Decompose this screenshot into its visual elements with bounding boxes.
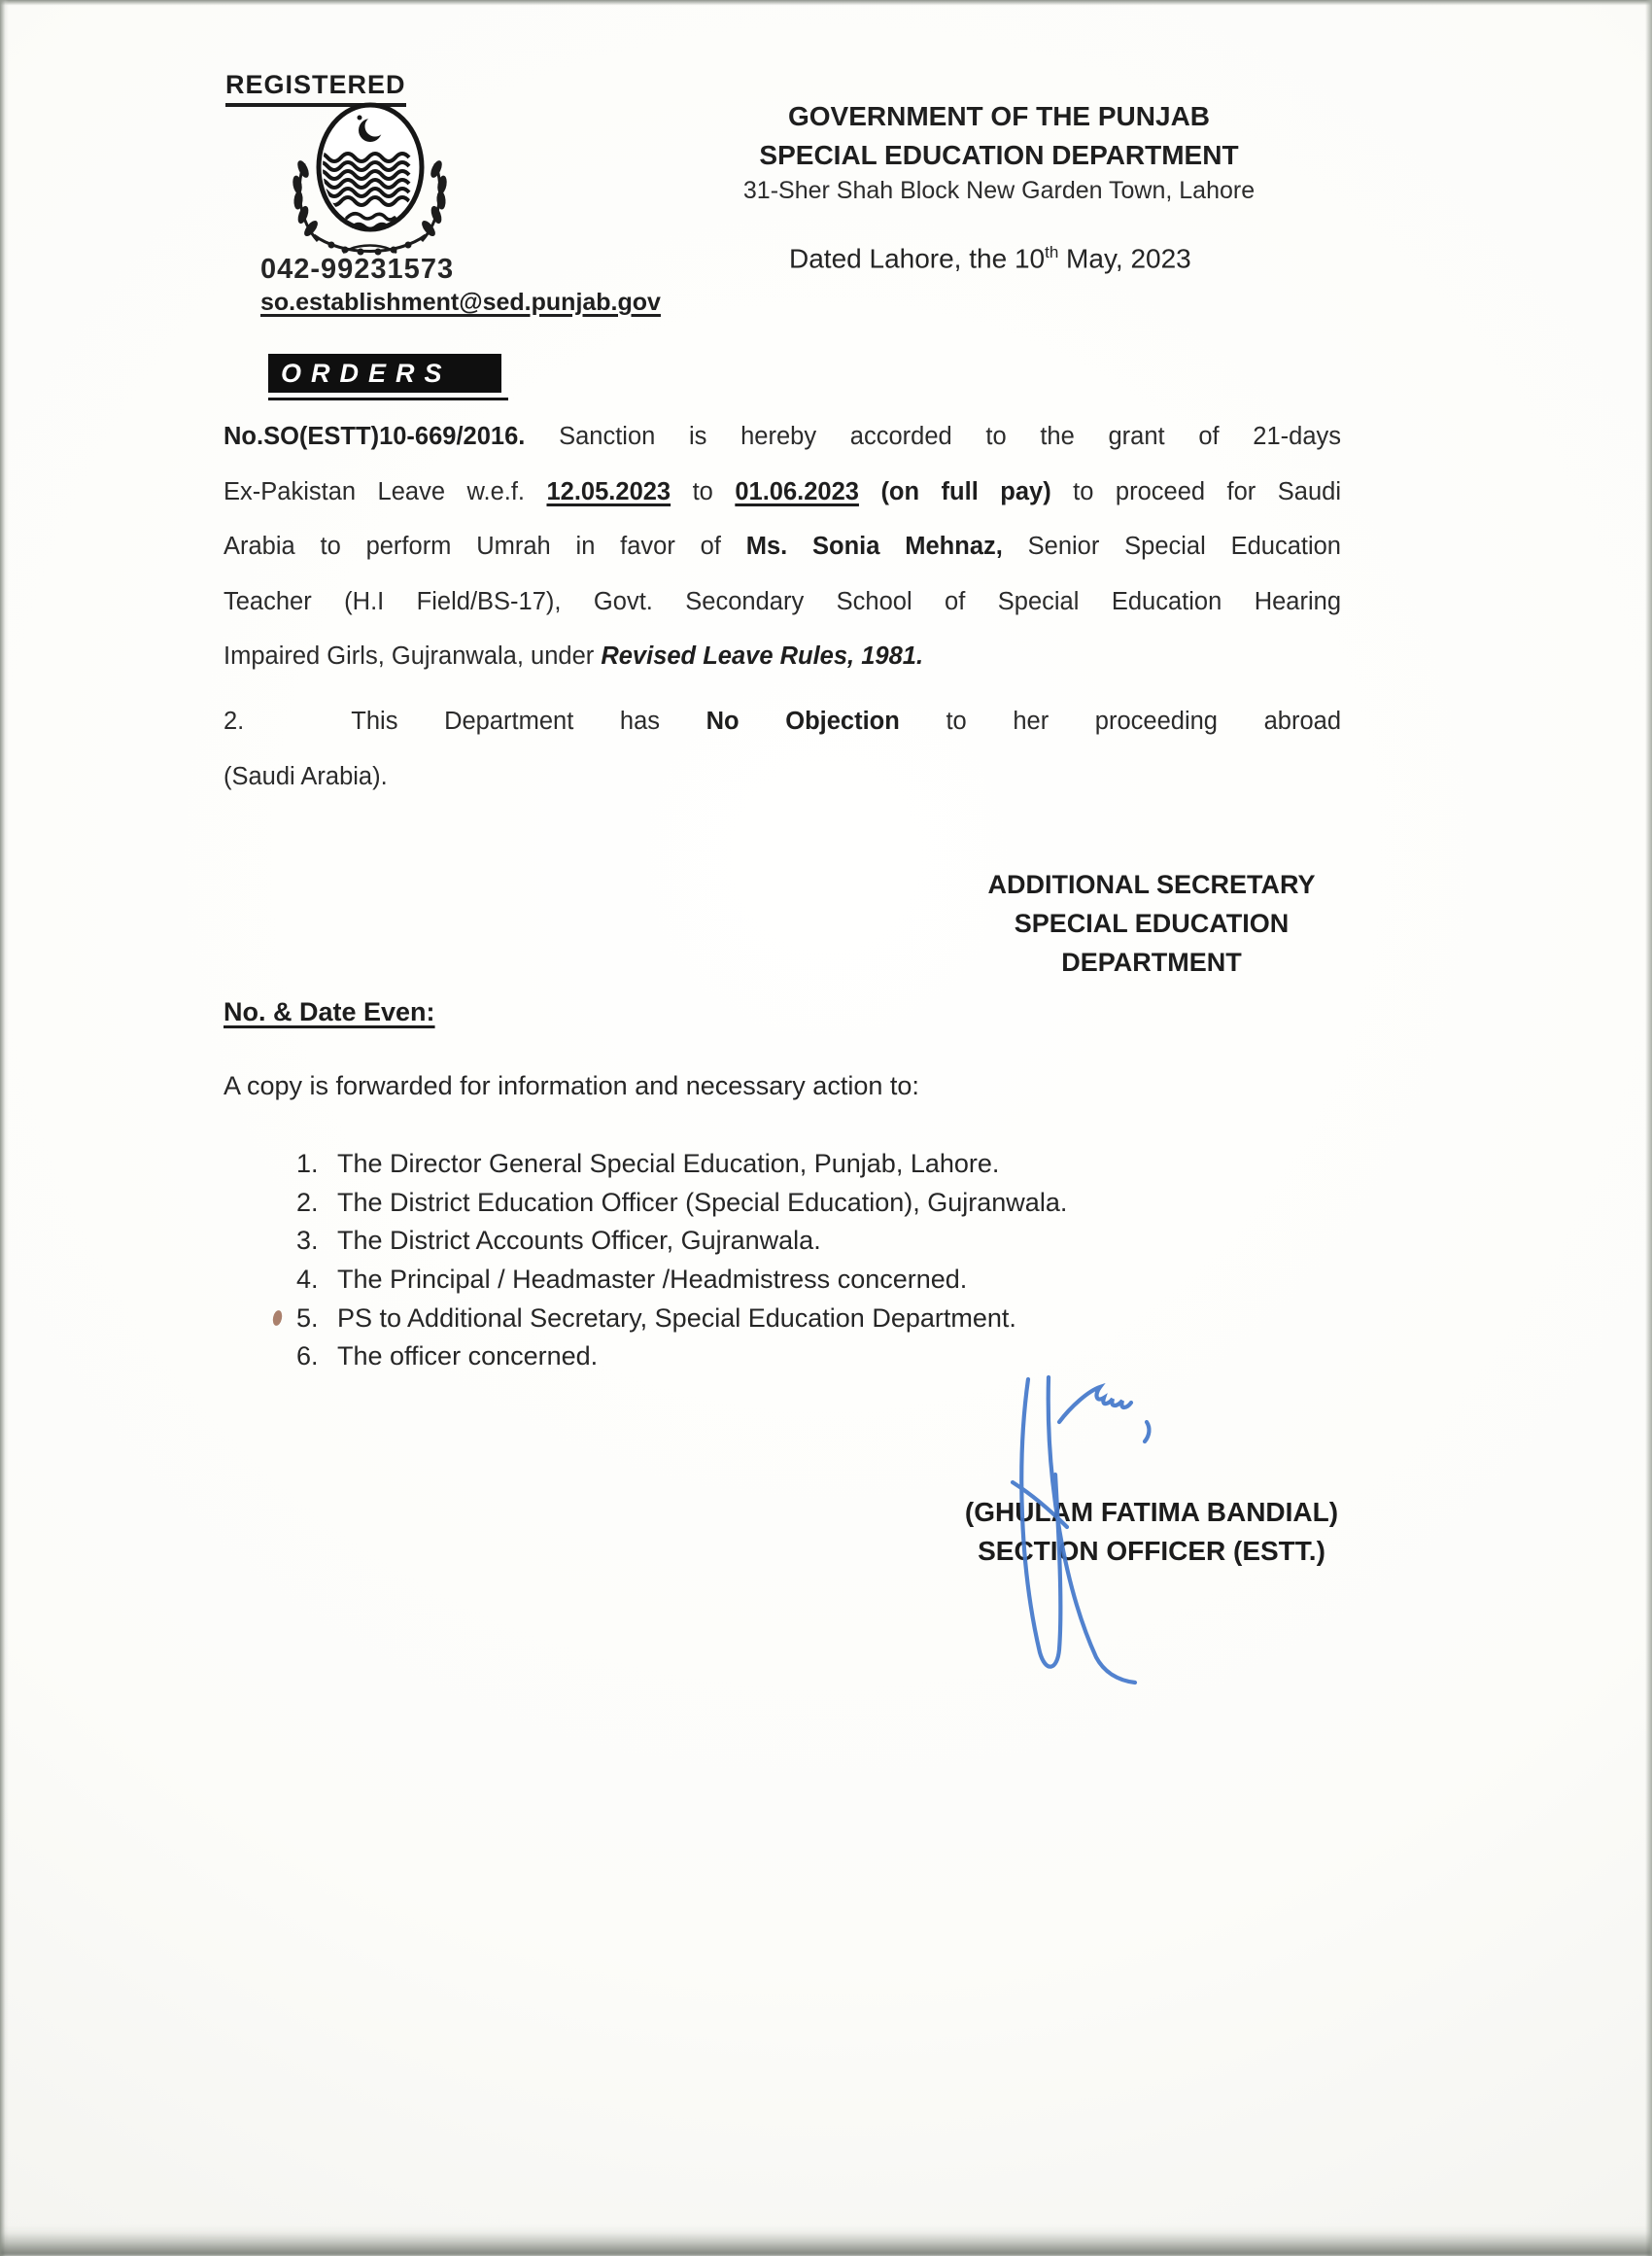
para1-line5: Impaired Girls, Gujranwala, under Revised Leave Rules, 1981. xyxy=(224,642,924,670)
designation-line3: DEPARTMENT xyxy=(1061,948,1242,977)
date-prefix: Dated Lahore, the 10 xyxy=(789,243,1046,274)
list-item-text: The Principal / Headmaster /Headmistress concerned. xyxy=(337,1265,968,1295)
list-item xyxy=(296,1337,1067,1376)
government-title: GOVERNMENT OF THE PUNJAB xyxy=(787,101,1211,131)
list-item-text: The District Accounts Officer, Gujranwala. xyxy=(337,1226,821,1256)
department-address: 31-Sher Shah Block New Garden Town, Lahore xyxy=(742,177,1256,204)
cc-list xyxy=(296,1145,1067,1376)
punjab-crest-logo xyxy=(285,97,455,262)
list-item-number: 2. xyxy=(296,1187,319,1217)
para2-line1: 2. This Department has No Objection to her proceeding abroad xyxy=(224,708,1341,735)
scan-edge-top xyxy=(0,0,1652,6)
list-item xyxy=(296,1261,1067,1300)
list-item-number: 5. xyxy=(296,1302,319,1333)
list-item-number: 6. xyxy=(296,1341,319,1371)
para1-line2: Ex-Pakistan Leave w.e.f. 12.05.2023 to 01.06.2023 (on full pay) to proceed for Saudi xyxy=(224,477,1341,505)
list-item-text: PS to Additional Secretary, Special Education Department. xyxy=(337,1302,1016,1333)
signatory-name: (GHULAM FATIMA BANDIAL) xyxy=(964,1497,1339,1527)
date-line xyxy=(789,243,1191,274)
scan-edge-left xyxy=(0,0,9,2256)
signatory-designation xyxy=(987,865,1315,982)
scan-edge-right xyxy=(1645,0,1652,2256)
department-header xyxy=(743,97,1255,207)
designation-line1: ADDITIONAL SECRETARY xyxy=(987,870,1316,899)
para1-line1: No.SO(ESTT)10-669/2016. Sanction is hereby accorded to the grant of 21-days xyxy=(224,423,1341,450)
order-paragraph-1 xyxy=(224,409,1341,684)
orders-underline xyxy=(268,398,508,400)
list-item xyxy=(296,1222,1067,1261)
para1-line4: Teacher (H.I Field/BS-17), Govt. Secondary School of Special Education Hearing xyxy=(224,587,1341,615)
signatory-title: SECTION OFFICER (ESTT.) xyxy=(978,1536,1325,1566)
orders-label: ORDERS xyxy=(281,359,452,388)
list-item-number: 1. xyxy=(296,1149,319,1179)
list-item-text: The District Education Officer (Special Education), Gujranwala. xyxy=(337,1187,1068,1217)
department-title: SPECIAL EDUCATION DEPARTMENT xyxy=(759,140,1239,170)
no-date-even-label: No. & Date Even: xyxy=(224,997,435,1026)
para2-line2: (Saudi Arabia). xyxy=(224,762,388,790)
list-item xyxy=(296,1299,1067,1337)
ink-speck xyxy=(271,1309,283,1327)
para2-number: 2. xyxy=(224,708,245,735)
cc-intro: A copy is forwarded for information and necessary action to: xyxy=(224,1071,919,1100)
email-address: so.establishment@sed.punjab.gov xyxy=(260,289,661,316)
registered-text: REGISTERED xyxy=(225,70,406,107)
list-item-text: The officer concerned. xyxy=(337,1341,599,1371)
date-suffix: May, 2023 xyxy=(1058,243,1191,274)
list-item xyxy=(296,1145,1067,1184)
signature-scribble xyxy=(1001,1366,1176,1691)
list-item-number: 3. xyxy=(296,1226,319,1256)
scan-smudge-bottom xyxy=(0,2225,1652,2256)
list-item xyxy=(296,1184,1067,1223)
list-item-text: The Director General Special Education, Punjab, Lahore. xyxy=(337,1149,1000,1179)
orders-heading xyxy=(268,354,501,393)
para1-line3: Arabia to perform Umrah in favor of Ms. Sonia Mehnaz, Senior Special Education xyxy=(224,533,1341,560)
phone-number: 042-99231573 xyxy=(260,254,455,285)
list-item-number: 4. xyxy=(296,1265,319,1295)
designation-line2: SPECIAL EDUCATION xyxy=(1014,909,1290,938)
date-ordinal: th xyxy=(1045,243,1059,261)
order-paragraph-2 xyxy=(224,694,1341,804)
